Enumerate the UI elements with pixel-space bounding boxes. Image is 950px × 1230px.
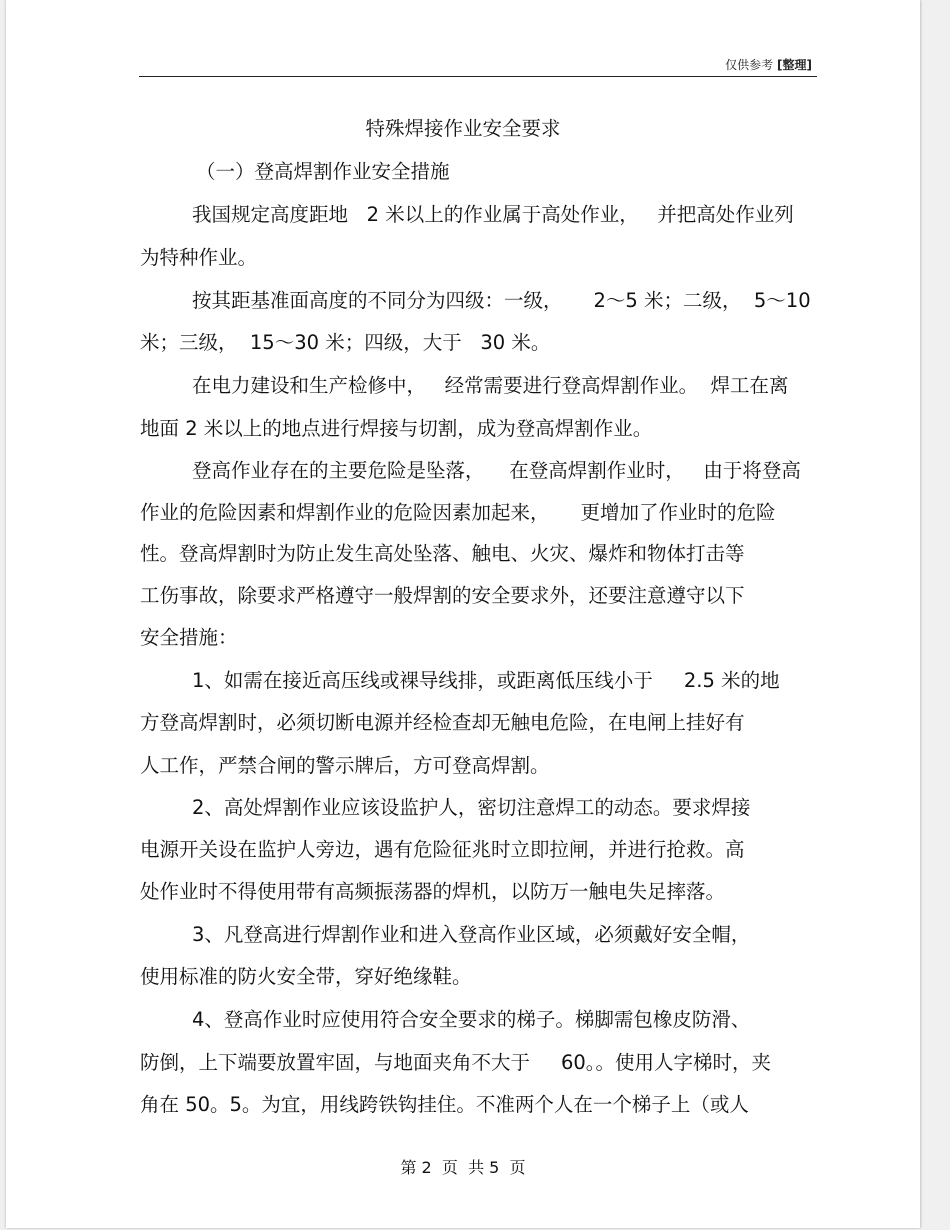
paragraph-line: 防倒，上下端要放置牢固，与地面夹角不大于 60。。使用人字梯时，夹 — [140, 1051, 772, 1074]
paragraph-line: 2、高处焊割作业应该设监护人，密切注意焊工的动态。要求焊接 — [192, 796, 751, 819]
paragraph-line: 我国规定高度距地 2 米以上的作业属于高处作业， 并把高处作业列 — [192, 203, 794, 226]
paragraph-line: 使用标准的防火安全带，穿好绝缘鞋。 — [140, 965, 472, 988]
paragraph-line: 性。登高焊割时为防止发生高处坠落、触电、火灾、爆炸和物体打击等 — [140, 542, 745, 565]
paragraph-line: 方登高焊割时，必须切断电源并经检查却无触电危险，在电闸上挂好有 — [140, 711, 745, 734]
paragraph-line: 在电力建设和生产检修中， 经常需要进行登高焊割作业。 焊工在离 — [192, 374, 789, 397]
paragraph-line: 登高作业存在的主要危险是坠落， 在登高焊割作业时， 由于将登高 — [192, 459, 801, 482]
paragraph-line: 工伤事故，除要求严格遵守一般焊割的安全要求外，还要注意遵守以下 — [140, 584, 745, 607]
document-page — [6, 0, 920, 1228]
page-header — [725, 56, 812, 73]
page-number: 第 2 页 共 5 页 — [400, 1158, 526, 1177]
paragraph-line: 3、凡登高进行焊割作业和进入登高作业区域，必须戴好安全帽， — [192, 923, 751, 946]
paragraph-line: 为特种作业。 — [140, 246, 258, 269]
paragraph-line: 人工作，严禁合闸的警示牌后，方可登高焊割。 — [140, 754, 550, 777]
section-heading: （一）登高焊割作业安全措施 — [196, 160, 450, 183]
paragraph-line: 作业的危险因素和焊割作业的危险因素加起来， 更增加了作业时的危险 — [140, 501, 776, 524]
paragraph-line: 地面 2 米以上的地点进行焊接与切割，成为登高焊割作业。 — [140, 417, 653, 440]
paragraph-line: 角在 50。5。为宜，用线跨铁钩挂住。不准两个人在一个梯子上（或人 — [140, 1093, 749, 1116]
header-bracket: [整理] — [777, 58, 812, 72]
paragraph-line: 按其距基准面高度的不同分为四级：一级， 2～5 米；二级， 5～10 — [192, 289, 811, 312]
document-title: 特殊焊接作业安全要求 — [365, 117, 561, 140]
paragraph-line: 1、如需在接近高压线或裸导线排，或距离低压线小于 2.5 米的地 — [192, 669, 780, 692]
header-rule — [139, 76, 817, 77]
header-note: 仅供参考 — [725, 58, 774, 72]
paragraph-line: 安全措施： — [140, 626, 238, 649]
paragraph-line: 4、登高作业时应使用符合安全要求的梯子。梯脚需包橡皮防滑、 — [192, 1008, 751, 1031]
paragraph-line: 处作业时不得使用带有高频振荡器的焊机，以防万一触电失足摔落。 — [140, 880, 726, 903]
paragraph-line: 电源开关设在监护人旁边，遇有危险征兆时立即拉闸，并进行抢救。高 — [140, 838, 745, 861]
paragraph-line: 米；三级， 15～30 米；四级，大于 30 米。 — [140, 331, 551, 354]
